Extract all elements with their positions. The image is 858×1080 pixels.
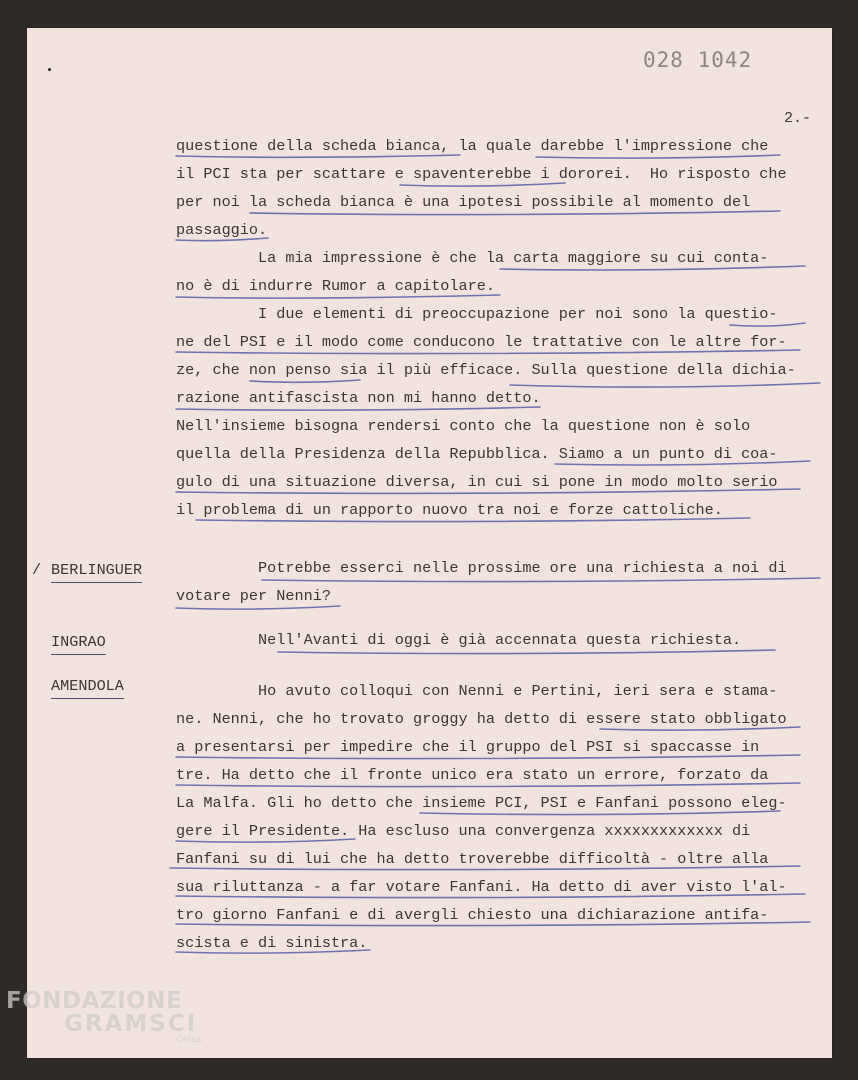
text-line: Fanfani su di lui che ha detto troverebbe difficoltà - oltre alla	[176, 850, 769, 868]
text-line: gulo di una situazione diversa, in cui si pone in modo molto serio	[176, 473, 778, 491]
speaker-berlinguer: BERLINGUER	[51, 561, 142, 583]
text-line: per noi la scheda bianca è una ipotesi possibile al momento del	[176, 193, 751, 211]
text-line: La Malfa. Gli ho detto che insieme PCI, PSI e Fanfani possono eleg-	[176, 794, 787, 812]
text-line: passaggio.	[176, 221, 268, 239]
text-line: no è di indurre Rumor a capitolare.	[176, 277, 495, 295]
text-line: I due elementi di preoccupazione per noi sono la questio-	[176, 305, 778, 323]
paper-mark	[48, 68, 51, 71]
watermark-line1: FONDAZIONE	[6, 988, 183, 1014]
page-number: 2.-	[784, 110, 812, 127]
text-line: ne del PSI e il modo come conducono le trattative con le altre for-	[176, 333, 787, 351]
watermark-line3: Onlus	[176, 1035, 202, 1045]
text-line: scista e di sinistra.	[176, 934, 368, 952]
fondazione-gramsci-watermark	[6, 988, 202, 1045]
text-line: Nell'Avanti di oggi è già accennata questa richiesta.	[176, 631, 742, 649]
text-line: Ho avuto colloqui con Nenni e Pertini, ieri sera e stama-	[176, 682, 778, 700]
text-line: questione della scheda bianca, la quale darebbe l'impressione che	[176, 137, 769, 155]
text-line: tre. Ha detto che il fronte unico era stato un errore, forzato da	[176, 766, 769, 784]
speaker-ingrao: INGRAO	[51, 633, 106, 655]
text-line: quella della Presidenza della Repubblica. Siamo a un punto di coa-	[176, 445, 778, 463]
text-line: gere il Presidente. Ha escluso una convergenza xxxxxxxxxxxxx di	[176, 822, 751, 840]
text-line: La mia impressione è che la carta maggiore su cui conta-	[176, 249, 769, 267]
margin-slash: /	[32, 561, 42, 579]
text-line: ze, che non penso sia il più efficace. Sulla questione della dichia-	[176, 361, 796, 379]
text-line: tro giorno Fanfani e di avergli chiesto una dichiarazione antifa-	[176, 906, 769, 924]
text-line: razione antifascista non mi hanno detto.	[176, 389, 541, 407]
text-line: Potrebbe esserci nelle prossime ore una richiesta a noi di	[176, 559, 787, 577]
text-line: votare per Nenni?	[176, 587, 331, 605]
text-line: il PCI sta per scattare e spaventerebbe i dororei. Ho risposto che	[176, 165, 787, 183]
archive-number: 028 1042	[643, 48, 753, 72]
watermark-line2: GRAMSCI	[64, 1011, 198, 1037]
text-line: il problema di un rapporto nuovo tra noi e forze cattoliche.	[176, 501, 723, 519]
text-line: Nell'insieme bisogna rendersi conto che la questione non è solo	[176, 417, 751, 435]
text-line: sua riluttanza - a far votare Fanfani. Ha detto di aver visto l'al-	[176, 878, 787, 896]
speaker-amendola: AMENDOLA	[51, 677, 124, 699]
text-line: a presentarsi per impedire che il gruppo del PSI si spaccasse in	[176, 738, 760, 756]
text-line: ne. Nenni, che ho trovato groggy ha detto di essere stato obbligato	[176, 710, 787, 728]
